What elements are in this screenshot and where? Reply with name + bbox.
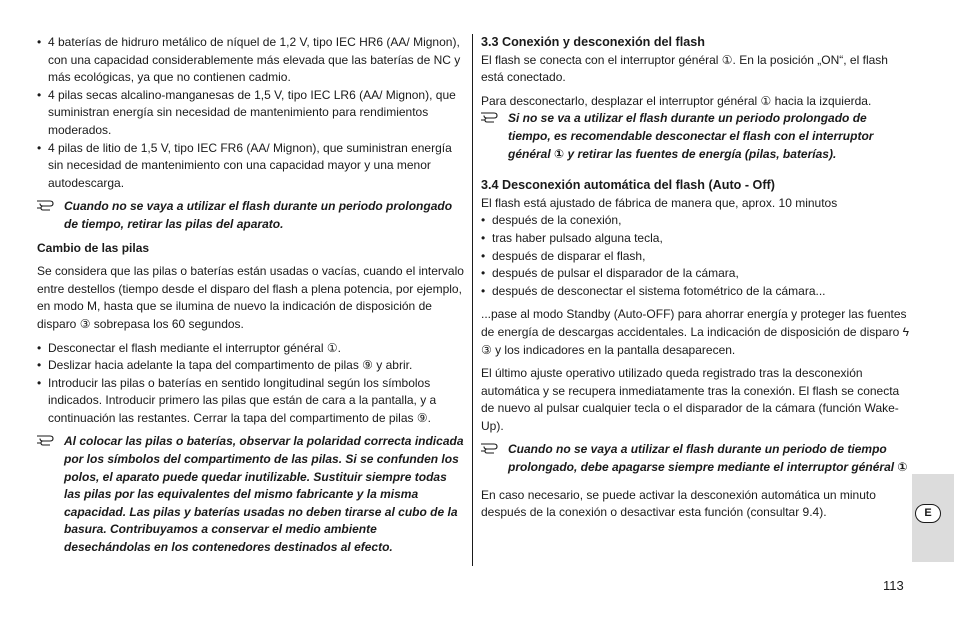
list-item: • Desconectar el flash mediante el interruptor général ①.: [37, 340, 465, 358]
paragraph: El flash se conecta con el interruptor général ①. En la posición „ON“, el flash está conectado.: [481, 52, 888, 85]
note-block: [37, 433, 465, 556]
paragraph: En caso necesario, se puede activar la desconexión automática un minuto después de la conexión o desactivar esta función (consultar 9.4).: [481, 487, 876, 520]
pointing-hand-icon: [36, 432, 58, 446]
list-item: • 4 pilas de litio de 1,5 V, tipo IEC FR6 (AA/ Mignon), que suministran energía sin necesidad de mantenimiento con una capacidad mayor y una menor autodescarga.: [37, 140, 465, 193]
paragraph: El flash está ajustado de fábrica de manera que, aprox. 10 minutos: [481, 195, 838, 210]
note-block: [481, 441, 909, 476]
right-column: [481, 34, 909, 522]
paragraph: ...pase al modo Standby (Auto-OFF) para ahorrar energía y proteger las fuentes de energía de descargas accidentales. La indicación de disposición de disparo ϟ ③ y los indicadores en la pantalla desaparecen.: [481, 307, 909, 357]
note-text: Cuando no se vaya a utilizar el flash durante un periodo prolongado de tiempo, retirar las pilas del aparato.: [64, 199, 453, 231]
note-text: Cuando no se vaya a utilizar el flash durante un periodo de tiempo prolongado, debe apagarse siempre mediante el interruptor général ①: [508, 442, 908, 475]
note-block: [37, 198, 465, 233]
list-item: • después de pulsar el disparador de la cámara,: [481, 265, 909, 283]
language-badge: E: [915, 504, 941, 523]
section-heading: 3.3 Conexión y desconexión del flash: [481, 35, 705, 49]
list-item: • después de disparar el flash,: [481, 248, 909, 266]
list-item: • Deslizar hacia adelante la tapa del compartimento de pilas ⑨ y abrir.: [37, 357, 465, 375]
pointing-hand-icon: [36, 197, 58, 211]
note-text: Si no se va a utilizar el flash durante un periodo prolongado de tiempo, es recomendable desconectar el flash con el interruptor général ① y retirar las fuentes de energía (pilas, baterías).: [508, 111, 874, 161]
note-block: [481, 110, 909, 163]
pointing-hand-icon: [480, 109, 502, 123]
pointing-hand-icon: [480, 440, 502, 454]
paragraph: El último ajuste operativo utilizado queda registrado tras la desconexión automática y se recupera inmediatamente tras la conexión. El flash se conecta de nuevo al pulsar cualquier tecla o el disparador de la cámara (función Wake-Up).: [481, 366, 900, 433]
list-item: • tras haber pulsado alguna tecla,: [481, 230, 909, 248]
paragraph: Se considera que las pilas o baterías están usadas o vacías, cuando el intervalo entre destellos (tiempo desde el disparo del flash a plena potencia, por ejemplo, en modo M, hasta que se ilumina de nuevo la indicación de disposición de disparo ③ sobrepasa los 60 segundos.: [37, 264, 464, 331]
list-item: • Introducir las pilas o baterías en sentido longitudinal según los símbolos indicados. Introducir primero las pilas que están de cara a la pantalla, y a continuación las restantes. Cerrar la tapa del compartimento de pilas ⑨.: [37, 375, 465, 428]
list-item: • después de la conexión,: [481, 212, 909, 230]
section-heading: 3.4 Desconexión automática del flash (Auto - Off): [481, 178, 775, 193]
left-column: [37, 34, 465, 557]
column-divider: [472, 34, 473, 566]
paragraph: Para desconectarlo, desplazar el interruptor général ① hacia la izquierda.: [481, 93, 872, 108]
list-item: • 4 pilas secas alcalino-manganesas de 1,5 V, tipo IEC LR6 (AA/ Mignon), que suministran energía sin necesidad de mantenimiento para rendimientos moderados.: [37, 87, 465, 140]
list-item: • 4 baterías de hidruro metálico de níquel de 1,2 V, tipo IEC HR6 (AA/ Mignon), con una capacidad considerablemente más elevada que las baterías de NC y más ecológicas, ya que no contienen cadmio.: [37, 34, 465, 87]
page-number: 113: [883, 578, 904, 593]
list-item: • después de desconectar el sistema fotométrico de la cámara...: [481, 283, 909, 301]
note-text: Al colocar las pilas o baterías, observar la polaridad correcta indicada por los símbolos del compartimento de las pilas. Si se confunden los polos, el aparato puede quedar inutilizable. Sustituir siempre todas las pilas por las equivalentes del mismo fabricante y la misma capacidad. Las pilas y baterías usadas no deben tirarse al cubo de la basura. Contribuyamos a conservar el medio ambiente desechándolas en los contenedores destinados al efecto.: [64, 434, 464, 555]
section-subheading: Cambio de las pilas: [37, 240, 150, 255]
